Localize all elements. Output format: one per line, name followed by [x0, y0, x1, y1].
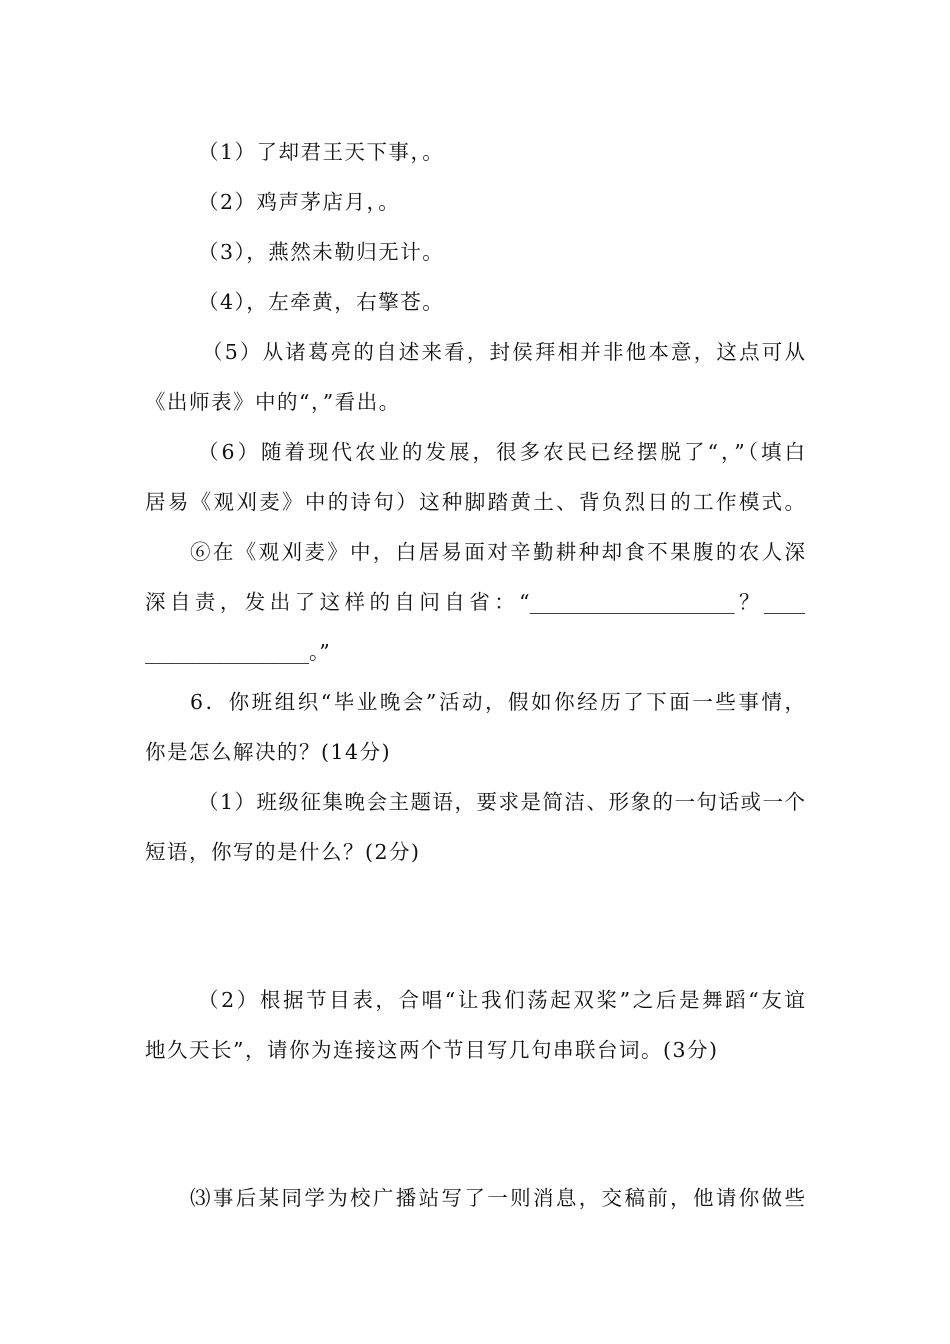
fill-blank-item-7-line-1: ⑥在《观刈麦》中，白居易面对辛勤耕种却食不果腹的农人深	[190, 540, 805, 564]
fill-blank-item-1: （1）了却君王天下事，。	[198, 140, 445, 164]
fill-blank-item-3: （3），燕然未勒归无计。	[198, 240, 445, 264]
question-6-part-2-line-1: （2）根据节目表，合唱“让我们荡起双桨”之后是舞蹈“友谊	[198, 988, 805, 1012]
fill-blank-item-5-line-2: 《出师表》中的“，”看出。	[145, 390, 401, 414]
fill-blank-item-7-line-3: ________________。”	[145, 640, 330, 664]
question-6-line-2: 你是怎么解决的？(14分)	[145, 740, 392, 764]
question-6-part-3-line-1: ⑶事后某同学为校广播站写了一则消息，交稿前，他请你做些	[190, 1186, 805, 1210]
fill-blank-item-4: （4），左牵黄，右擎苍。	[198, 290, 445, 314]
fill-blank-item-2: （2）鸡声茅店月，。	[198, 190, 401, 214]
question-6-part-1-line-2: 短语，你写的是什么？(2分)	[145, 840, 421, 864]
fill-blank-item-6-line-1: （6）随着现代农业的发展，很多农民已经摆脱了“，”（填白	[198, 440, 805, 464]
question-6-line-1: 6．你班组织“毕业晚会”活动，假如你经历了下面一些事情，	[190, 690, 805, 714]
fill-blank-item-6-line-2: 居易《观刈麦》中的诗句）这种脚踏黄土、背负烈日的工作模式。	[145, 490, 805, 514]
question-6-part-1-line-1: （1）班级征集晚会主题语，要求是简洁、形象的一句话或一个	[198, 790, 805, 814]
question-6-part-2-line-2: 地久天长”，请你为连接这两个节目写几句串联台词。(3分)	[145, 1038, 719, 1062]
fill-blank-item-7-line-2: 深自责，发出了这样的自问自省：“____________________？____	[145, 590, 805, 614]
fill-blank-item-5-line-1: （5）从诸葛亮的自述来看，封侯拜相并非他本意，这点可从	[202, 340, 805, 364]
